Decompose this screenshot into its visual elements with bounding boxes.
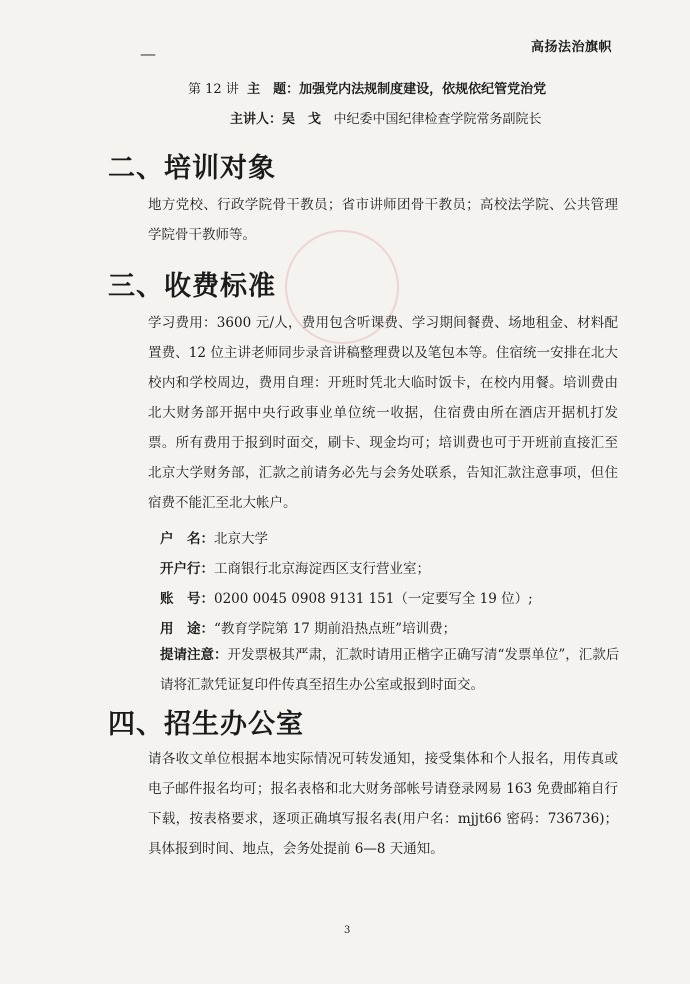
- account-name-value: 北京大学: [214, 531, 268, 547]
- lecture-number: 第 12 讲: [188, 82, 239, 97]
- admissions-paragraph: 请各收文单位根据本地实际情况可转发通知，接受集体和个人报名，用传真或电子邮件报名均可；报名表格和北大财务部帐号请登录网易 163 免费邮箱自行下载，按表格要求，逐项正确填写报名表(用户名：mjjt66 密码：736736)；具体报到时间、地点，会务处提前 6—8 天通知。: [148, 751, 618, 857]
- lecture-speaker-line: [230, 108, 541, 127]
- invoice-notice: [160, 640, 630, 700]
- trainees-paragraph: 地方党校、行政学院骨干教员；省市讲师团骨干教员；高校法学院、公共管理学院骨干教师等。: [148, 197, 618, 243]
- notice-text: 开发票极其严肃，汇款时请用正楷字正确写清“发票单位”，汇款后请将汇款凭证复印件传真至招生办公室或报到时面交。: [160, 647, 620, 693]
- section-title-fees: 三、收费标准: [108, 271, 276, 302]
- account-name-label: 户 名：: [160, 531, 214, 547]
- page-number: 3: [344, 925, 351, 936]
- section-title-admissions: 四、招生办公室: [108, 709, 304, 740]
- bank-label: 开户行：: [160, 561, 214, 577]
- account-number-row: [160, 587, 533, 607]
- section-title-trainees: 二、培训对象: [108, 153, 276, 184]
- speaker-label: 主讲人：: [230, 112, 283, 127]
- account-name-row: [160, 527, 268, 547]
- fees-paragraph: 学习费用：3600 元/人，费用包含听课费、学习期间餐费、场地租金、材料配置费、12 位主讲老师同步录音讲稿整理费以及笔包本等。住宿统一安排在北大校内和学校周边，费用自理：开班时凭北大临时饭卡，在校内用餐。培训费由北大财务部开据中央行政事业单位统一收据，住宿费由所在酒店开据机打发票。所有费用于报到时面交，刷卡、现金均可；培训费也可于开班前直接汇至北京大学财务部，汇款之前请务必先与会务处联系，告知汇款注意事项，但住宿费不能汇至北大帐户。: [148, 315, 618, 511]
- purpose-label: 用 途：: [160, 621, 214, 637]
- bank-value: 工商银行北京海淀西区支行营业室；: [214, 561, 430, 577]
- lecture-topic: 加强党内法规制度建设，依规依纪管党治党: [299, 82, 547, 97]
- purpose-value: “教育学院第 17 期前沿热点班”培训费；: [214, 621, 457, 637]
- topic-label: 主 题：: [247, 82, 300, 97]
- bank-row: [160, 557, 430, 577]
- account-number-value: 0200 0045 0908 9131 151（一定要写全 19 位）;: [214, 591, 533, 607]
- speaker-name: 吴 戈: [282, 112, 322, 127]
- header-dash: —: [140, 44, 156, 63]
- lecture-topic-line: [188, 78, 546, 97]
- account-number-label: 账 号：: [160, 591, 214, 607]
- speaker-title: 中纪委中国纪律检查学院常务副院长: [333, 112, 542, 127]
- purpose-row: [160, 617, 456, 637]
- running-header: 高扬法治旗帜: [530, 40, 612, 55]
- notice-label: 提请注意：: [160, 647, 228, 663]
